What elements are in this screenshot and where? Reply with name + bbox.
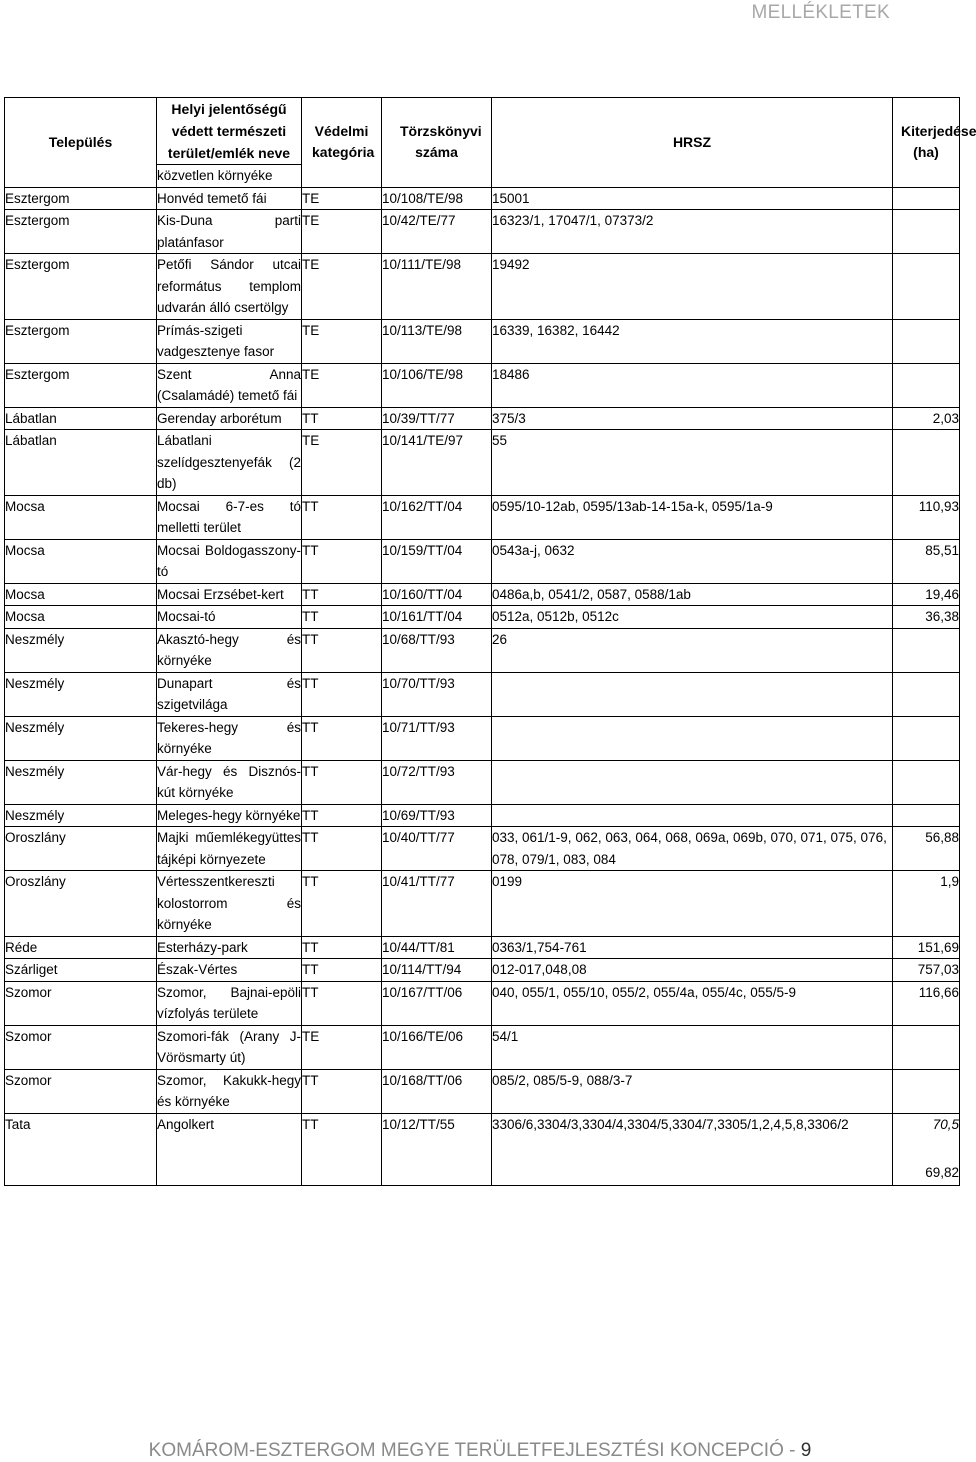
cell-nev	[157, 672, 302, 716]
cell-torzskonyv: 10/167/TT/06	[382, 981, 492, 1025]
cell-nev	[157, 959, 302, 982]
cell-telepules: Oroszlány	[5, 827, 157, 871]
cell-torzskonyv: 10/108/TE/98	[382, 187, 492, 210]
cell-kategoria: TT	[302, 959, 382, 982]
cell-kiterjedes	[893, 319, 960, 363]
cell-kiterjedes: 85,51	[893, 539, 960, 583]
page-header-title: MELLÉKLETEK	[751, 2, 890, 23]
cell-nev	[157, 1069, 302, 1113]
cell-nev	[157, 539, 302, 583]
cell-kategoria: TT	[302, 936, 382, 959]
cell-torzskonyv: 10/166/TE/06	[382, 1025, 492, 1069]
cell-kiterjedes: 19,46	[893, 583, 960, 606]
cell-kategoria: TE	[302, 430, 382, 496]
cell-kategoria: TE	[302, 210, 382, 254]
cell-telepules: Esztergom	[5, 254, 157, 320]
cell-nev	[157, 871, 302, 937]
cell-telepules: Neszmély	[5, 716, 157, 760]
table-row	[5, 827, 960, 871]
cell-nev-text: Tekeres-hegy és környéke	[157, 719, 301, 756]
table-row	[5, 959, 960, 982]
cell-hrsz: 16339, 16382, 16442	[492, 319, 893, 363]
cell-torzskonyv: 10/113/TE/98	[382, 319, 492, 363]
cell-nev	[157, 210, 302, 254]
cell-telepules: Mocsa	[5, 583, 157, 606]
cell-nev	[157, 583, 302, 606]
cell-kategoria: TE	[302, 319, 382, 363]
cell-hrsz: 16323/1, 17047/1, 07373/2	[492, 210, 893, 254]
cell-nev	[157, 407, 302, 430]
cell-hrsz	[492, 716, 893, 760]
cell-kategoria: TT	[302, 539, 382, 583]
cell-nev	[157, 430, 302, 496]
table-row	[5, 583, 960, 606]
table-row	[5, 628, 960, 672]
cell-telepules: Esztergom	[5, 210, 157, 254]
cell-hrsz: 0543a-j, 0632	[492, 539, 893, 583]
cell-nev	[157, 628, 302, 672]
cell-telepules: Tata	[5, 1113, 157, 1135]
cell-kiterjedes	[893, 716, 960, 760]
cell-nev	[157, 363, 302, 407]
cell-kiterjedes	[893, 187, 960, 210]
cell-kategoria: TT	[302, 871, 382, 937]
cell-hrsz: 375/3	[492, 407, 893, 430]
cell-kiterjedes	[893, 210, 960, 254]
cell-nev	[157, 606, 302, 629]
cell-telepules: Szárliget	[5, 959, 157, 982]
cell-nev-text: Mocsai Boldogasszony-tó	[157, 542, 301, 579]
continuation-cell	[382, 1135, 492, 1186]
cell-kategoria: TE	[302, 1025, 382, 1069]
cell-telepules: Szomor	[5, 1025, 157, 1069]
cell-kiterjedes: 36,38	[893, 606, 960, 629]
cell-kiterjedes: 1,9	[893, 871, 960, 937]
page-footer	[0, 1440, 960, 1462]
cell-nev-text: Esterházy-park	[157, 939, 248, 955]
cell-hrsz: 0595/10-12ab, 0595/13ab-14-15a-k, 0595/1a-9	[492, 495, 893, 539]
cell-nev	[157, 716, 302, 760]
cell-telepules: Szomor	[5, 981, 157, 1025]
col-header-kategoria-text: Védelmi kategória	[312, 122, 375, 161]
cell-torzskonyv: 10/111/TE/98	[382, 254, 492, 320]
col-header-nev-extra: közvetlen környéke	[157, 165, 302, 188]
cell-nev-text: Vár-hegy és Disznós-kút környéke	[157, 763, 301, 800]
cell-nev-text: Észak-Vértes	[157, 962, 238, 977]
table-row	[5, 804, 960, 827]
cell-torzskonyv: 10/71/TT/93	[382, 716, 492, 760]
cell-hrsz	[492, 804, 893, 827]
cell-telepules: Neszmély	[5, 760, 157, 804]
cell-kiterjedes	[893, 1069, 960, 1113]
table-row	[5, 187, 960, 210]
cell-hrsz: 0486a,b, 0541/2, 0587, 0588/1ab	[492, 583, 893, 606]
cell-telepules: Esztergom	[5, 363, 157, 407]
cell-nev-text: Honvéd temető fái	[157, 190, 267, 206]
cell-nev	[157, 319, 302, 363]
cell-hrsz: 040, 055/1, 055/10, 055/2, 055/4a, 055/4c, 055/5-9	[492, 981, 893, 1025]
cell-kiterjedes: 116,66	[893, 981, 960, 1025]
cell-telepules: Szomor	[5, 1069, 157, 1113]
cell-kategoria: TT	[302, 804, 382, 827]
cell-kiterjedes	[893, 672, 960, 716]
cell-torzskonyv: 10/69/TT/93	[382, 804, 492, 827]
table-row	[5, 539, 960, 583]
cell-telepules: Esztergom	[5, 319, 157, 363]
cell-kategoria: TT	[302, 1113, 382, 1135]
cell-nev-text: Mocsai-tó	[157, 609, 216, 624]
cell-nev-text: Majki műemlékegyüttes tájképi környezete	[157, 830, 301, 867]
cell-nev	[157, 187, 302, 210]
table-row	[5, 871, 960, 937]
cell-telepules: Lábatlan	[5, 407, 157, 430]
cell-kategoria: TT	[302, 672, 382, 716]
continuation-cell	[5, 1135, 157, 1186]
table-row	[5, 1069, 960, 1113]
cell-kiterjedes	[893, 628, 960, 672]
table-row-continuation	[5, 1135, 960, 1186]
cell-nev-text: Szomor, Kakukk-hegy és környéke	[157, 1072, 301, 1109]
cell-torzskonyv: 10/44/TT/81	[382, 936, 492, 959]
cell-kiterjedes	[893, 804, 960, 827]
cell-torzskonyv: 10/41/TT/77	[382, 871, 492, 937]
cell-telepules: Neszmély	[5, 628, 157, 672]
cell-telepules: Neszmély	[5, 804, 157, 827]
cell-kategoria: TT	[302, 827, 382, 871]
cell-kategoria: TT	[302, 583, 382, 606]
continuation-cell	[492, 1135, 893, 1186]
cell-kiterjedes: 70,5	[893, 1113, 960, 1135]
table-row	[5, 606, 960, 629]
col-header-telepules: Település	[5, 98, 157, 188]
cell-hrsz: 55	[492, 430, 893, 496]
cell-nev-text: Lábatlani szelídgesztenyefák (2 db)	[157, 433, 301, 491]
cell-hrsz: 54/1	[492, 1025, 893, 1069]
table-body	[5, 187, 960, 1186]
cell-nev-text: Mocsai Erzsébet-kert	[157, 586, 284, 602]
protected-areas-table	[4, 97, 976, 1186]
col-header-kiterjedes	[893, 98, 976, 188]
cell-nev-text: Szomori-fák (Arany J-Vörösmarty út)	[157, 1028, 301, 1065]
table-row	[5, 1113, 960, 1135]
cell-nev-text: Prímás-szigeti vadgesztenye fasor	[157, 322, 275, 359]
cell-hrsz: 0512a, 0512b, 0512c	[492, 606, 893, 629]
table-row	[5, 407, 960, 430]
cell-nev	[157, 981, 302, 1025]
cell-nev-text: Szomor, Bajnai-epöli vízfolyás területe	[157, 984, 301, 1021]
cell-nev-text: Dunapart és szigetvilága	[157, 675, 301, 712]
cell-nev	[157, 495, 302, 539]
cell-nev-text: Szent Anna (Csalamádé) temető fái	[157, 366, 301, 403]
cell-kategoria: TT	[302, 981, 382, 1025]
cell-hrsz: 012-017,048,08	[492, 959, 893, 982]
cell-hrsz: 19492	[492, 254, 893, 320]
cell-nev-text: Gerenday arborétum	[157, 410, 282, 426]
cell-nev-text: Vértesszentkereszti kolostorrom és környéke	[157, 874, 301, 932]
cell-nev	[157, 254, 302, 320]
cell-nev	[157, 1025, 302, 1069]
cell-torzskonyv: 10/160/TT/04	[382, 583, 492, 606]
cell-kiterjedes: 151,69	[893, 936, 960, 959]
cell-kategoria: TE	[302, 187, 382, 210]
table-row	[5, 672, 960, 716]
cell-torzskonyv: 10/159/TT/04	[382, 539, 492, 583]
cell-kategoria: TE	[302, 254, 382, 320]
cell-kategoria: TT	[302, 1069, 382, 1113]
cell-nev	[157, 827, 302, 871]
continuation-cell	[302, 1135, 382, 1186]
cell-kategoria: TT	[302, 495, 382, 539]
cell-kiterjedes-continuation: 69,82	[893, 1135, 960, 1186]
footer-text: KOMÁROM-ESZTERGOM MEGYE TERÜLETFEJLESZTÉSI KONCEPCIÓ -	[148, 1440, 801, 1461]
table-row	[5, 716, 960, 760]
cell-torzskonyv: 10/114/TT/94	[382, 959, 492, 982]
table-row	[5, 495, 960, 539]
cell-torzskonyv: 10/40/TT/77	[382, 827, 492, 871]
cell-kiterjedes	[893, 1025, 960, 1069]
cell-hrsz: 18486	[492, 363, 893, 407]
cell-kiterjedes: 2,03	[893, 407, 960, 430]
cell-kategoria: TE	[302, 363, 382, 407]
col-header-torzskonyv	[382, 98, 492, 188]
cell-nev-text: Angolkert	[157, 1116, 215, 1132]
cell-nev-text: Petőfi Sándor utcai református templom udvarán álló csertölgy	[157, 257, 301, 315]
table-row	[5, 430, 960, 496]
cell-hrsz	[492, 672, 893, 716]
cell-torzskonyv: 10/42/TE/77	[382, 210, 492, 254]
cell-torzskonyv: 10/39/TT/77	[382, 407, 492, 430]
cell-torzskonyv: 10/168/TT/06	[382, 1069, 492, 1113]
cell-telepules: Réde	[5, 936, 157, 959]
col-header-torzskonyv-text: Törzskönyvi száma	[400, 122, 482, 161]
cell-torzskonyv: 10/72/TT/93	[382, 760, 492, 804]
cell-telepules: Neszmély	[5, 672, 157, 716]
cell-telepules: Lábatlan	[5, 430, 157, 496]
cell-kiterjedes: 56,88	[893, 827, 960, 871]
col-header-hrsz: HRSZ	[492, 98, 893, 188]
cell-torzskonyv: 10/12/TT/55	[382, 1113, 492, 1135]
footer-page-number: 9	[800, 1440, 812, 1461]
cell-torzskonyv: 10/141/TE/97	[382, 430, 492, 496]
cell-hrsz: 0363/1,754-761	[492, 936, 893, 959]
table-row	[5, 981, 960, 1025]
cell-torzskonyv: 10/68/TT/93	[382, 628, 492, 672]
cell-nev-text: Mocsai 6-7-es tó melletti terület	[157, 498, 301, 535]
cell-hrsz: 085/2, 085/5-9, 088/3-7	[492, 1069, 893, 1113]
cell-kiterjedes	[893, 760, 960, 804]
table-row	[5, 319, 960, 363]
cell-torzskonyv: 10/161/TT/04	[382, 606, 492, 629]
col-header-kiterjedes-text: Kiterjedése (ha)	[901, 122, 976, 161]
table-row	[5, 363, 960, 407]
cell-kategoria: TT	[302, 606, 382, 629]
continuation-cell	[157, 1135, 302, 1186]
table-header-row	[5, 98, 960, 165]
cell-kategoria: TT	[302, 716, 382, 760]
col-header-nev-text: Helyi jelentőségű védett természeti terület/emlék neve	[167, 101, 291, 161]
cell-kategoria: TT	[302, 407, 382, 430]
col-header-kategoria	[302, 98, 382, 188]
cell-nev	[157, 804, 302, 827]
cell-kategoria: TT	[302, 628, 382, 672]
table-row	[5, 254, 960, 320]
cell-kiterjedes: 757,03	[893, 959, 960, 982]
cell-hrsz: 033, 061/1-9, 062, 063, 064, 068, 069a, 069b, 070, 071, 075, 076, 078, 079/1, 083, 084	[492, 827, 893, 871]
cell-hrsz: 3306/6,3304/3,3304/4,3304/5,3304/7,3305/1,2,4,5,8,3306/2	[492, 1113, 893, 1135]
cell-torzskonyv: 10/70/TT/93	[382, 672, 492, 716]
table-row	[5, 936, 960, 959]
cell-telepules: Mocsa	[5, 495, 157, 539]
cell-hrsz: 0199	[492, 871, 893, 937]
cell-telepules: Oroszlány	[5, 871, 157, 937]
table-row	[5, 760, 960, 804]
cell-telepules: Mocsa	[5, 606, 157, 629]
cell-hrsz: 15001	[492, 187, 893, 210]
cell-nev-text: Kis-Duna parti platánfasor	[157, 213, 301, 250]
cell-torzskonyv: 10/162/TT/04	[382, 495, 492, 539]
cell-nev-text: Akasztó-hegy és környéke	[157, 631, 301, 668]
cell-kiterjedes	[893, 430, 960, 496]
table-row	[5, 1025, 960, 1069]
cell-kategoria: TT	[302, 760, 382, 804]
cell-kiterjedes	[893, 363, 960, 407]
col-header-nev	[157, 98, 302, 165]
cell-nev	[157, 760, 302, 804]
cell-torzskonyv: 10/106/TE/98	[382, 363, 492, 407]
cell-hrsz	[492, 760, 893, 804]
cell-nev	[157, 936, 302, 959]
cell-nev-text: Meleges-hegy környéke	[157, 807, 301, 823]
table-row	[5, 210, 960, 254]
cell-hrsz: 26	[492, 628, 893, 672]
cell-telepules: Mocsa	[5, 539, 157, 583]
cell-telepules: Esztergom	[5, 187, 157, 210]
cell-nev	[157, 1113, 302, 1135]
cell-kiterjedes: 110,93	[893, 495, 960, 539]
cell-kiterjedes	[893, 254, 960, 320]
